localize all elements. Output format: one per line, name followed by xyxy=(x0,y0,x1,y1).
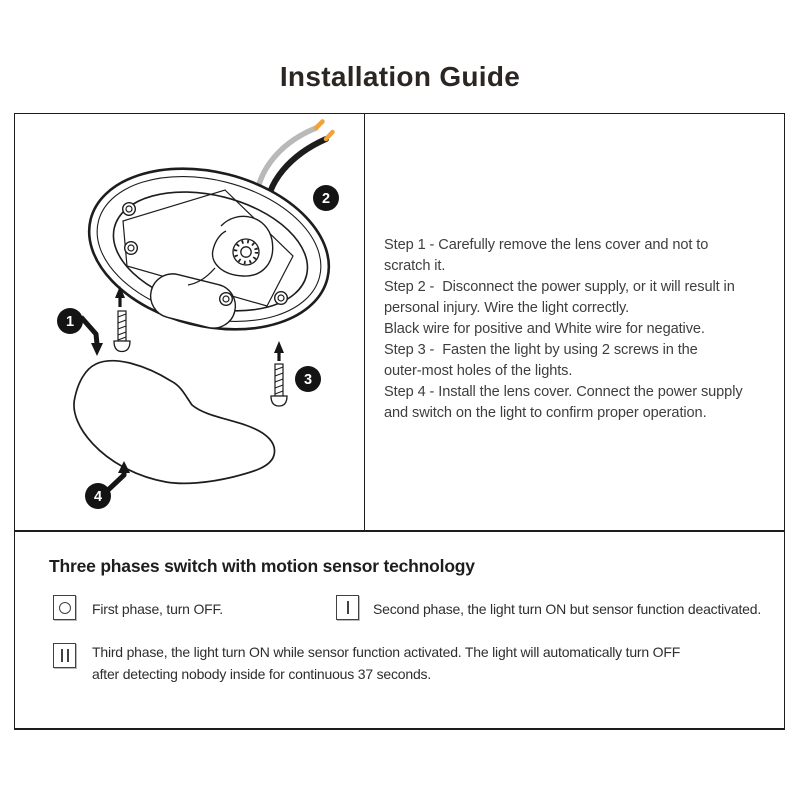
phase3-line2: after detecting nobody inside for continuous 37 seconds. xyxy=(92,666,432,682)
phase2-text: Second phase, the light turn ON but sensor function deactivated. xyxy=(373,601,762,617)
step-line: Step 1 - Carefully remove the lens cover and not to xyxy=(384,237,709,253)
step-marker-2-label: 2 xyxy=(321,191,331,207)
left-screw xyxy=(114,311,130,352)
phase1-text: First phase, turn OFF. xyxy=(92,601,223,617)
step-line: scratch it. xyxy=(384,258,446,274)
installation-box xyxy=(14,113,785,531)
right-screw xyxy=(271,364,287,406)
screw-head xyxy=(114,341,130,352)
marker1-arrow-icon xyxy=(81,317,97,344)
sensor-bars-glyph xyxy=(61,649,69,662)
step-line: outer-most holes of the lights. xyxy=(384,363,573,379)
exploded-view-diagram xyxy=(15,114,365,529)
phase3-line1: Third phase, the light turn ON while sensor function activated. The light will automatically turn OFF xyxy=(92,644,681,660)
light-fixture-base-drawing xyxy=(72,145,346,353)
step-line: Step 4 - Install the lens cover. Connect the power supply xyxy=(384,384,743,400)
step-line: Step 2 - Disconnect the power supply, or it will result in xyxy=(384,279,735,295)
step-marker-4-label: 4 xyxy=(93,489,103,505)
step-line: Step 3 - Fasten the light by using 2 screws in the xyxy=(384,342,698,358)
switch-position-on-icon xyxy=(336,595,359,620)
page-title: Installation Guide xyxy=(279,61,521,92)
phase3-text xyxy=(92,641,680,685)
on-bar-glyph xyxy=(347,601,349,614)
step-line: and switch on the light to confirm proper operation. xyxy=(384,405,707,421)
step-marker-3-label: 3 xyxy=(303,372,313,388)
lens-cover-drawing xyxy=(74,361,275,484)
steps-panel xyxy=(384,235,774,424)
diagram-panel xyxy=(15,114,365,530)
screw-head xyxy=(271,396,287,406)
white-wire-tip-icon xyxy=(316,122,323,129)
marker4-arrow-icon xyxy=(107,471,124,491)
off-circle-glyph xyxy=(59,602,71,614)
switch-position-sensor-icon xyxy=(53,643,76,668)
black-wire-tip-icon xyxy=(326,132,333,139)
step-line: personal injury. Wire the light correctly. xyxy=(384,300,630,316)
step-line: Black wire for positive and White wire for negative. xyxy=(384,321,705,337)
phases-section xyxy=(14,531,785,730)
switch-position-off-icon xyxy=(53,595,76,620)
motion-sensor-knob-icon xyxy=(233,239,259,265)
step-marker-1-label: 1 xyxy=(65,314,75,330)
phases-heading: Three phases switch with motion sensor technology xyxy=(49,556,475,576)
